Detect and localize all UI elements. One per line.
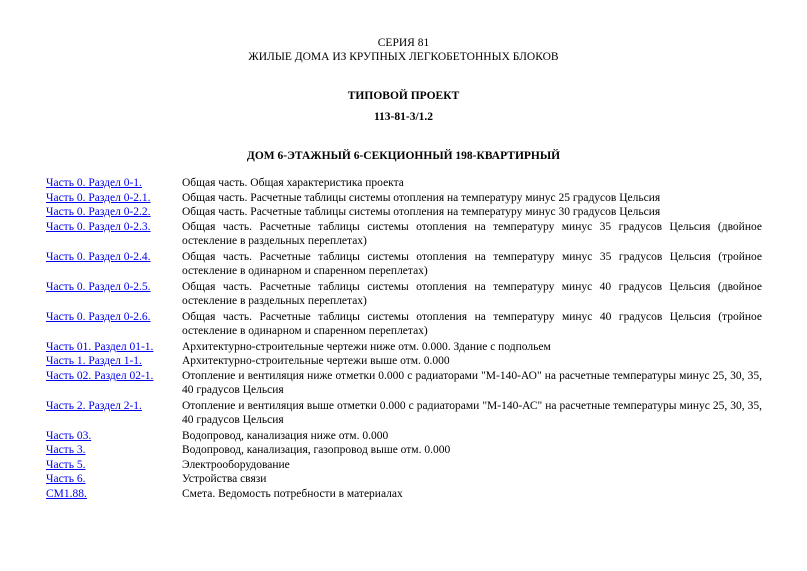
series-label: СЕРИЯ 81 bbox=[377, 37, 430, 49]
table-of-contents bbox=[46, 176, 762, 501]
project-code: 113-81-3/1.2 bbox=[373, 111, 434, 123]
toc-link[interactable]: СМ1.88. bbox=[46, 487, 87, 500]
toc-link[interactable]: Часть 1. Раздел 1-1. bbox=[46, 355, 142, 367]
toc-description: Отопление и вентиляция ниже отметки 0.000 с радиаторами "М-140-АО" на расчетные температуры минус 25, 30, 35, 40 градусов Цельсия bbox=[182, 369, 762, 396]
toc-row bbox=[46, 399, 762, 427]
toc-link[interactable]: Часть 03. bbox=[46, 429, 92, 442]
toc-row bbox=[46, 354, 762, 368]
toc-row bbox=[46, 176, 762, 190]
toc-description: Смета. Ведомость потребности в материалах bbox=[182, 487, 403, 500]
toc-description: Общая часть. Расчетные таблицы системы отопления на температуру минус 40 градусов Цельсия (тройное остекление в одинарном и спаренном переплетах) bbox=[182, 310, 762, 337]
toc-row bbox=[46, 250, 762, 278]
toc-row bbox=[46, 487, 762, 501]
toc-link[interactable]: Часть 0. Раздел 0-2.4. bbox=[46, 250, 151, 263]
toc-description: Устройства связи bbox=[182, 473, 267, 485]
document-title: ДОМ 6-ЭТАЖНЫЙ 6-СЕКЦИОННЫЙ 198-КВАРТИРНЫЙ bbox=[246, 150, 561, 162]
toc-row bbox=[46, 340, 762, 354]
toc-description: Общая часть. Расчетные таблицы системы отопления на температуру минус 35 градусов Цельсия (тройное остекление в одинарном и спаренном переплетах) bbox=[182, 250, 762, 277]
toc-description: Общая часть. Общая характеристика проекта bbox=[182, 177, 404, 189]
toc-link[interactable]: Часть 6. bbox=[46, 473, 86, 485]
toc-description: Архитектурно-строительные чертежи ниже отм. 0.000. Здание с подпольем bbox=[182, 340, 551, 353]
toc-link[interactable]: Часть 0. Раздел 0-2.5. bbox=[46, 280, 151, 293]
toc-link[interactable]: Часть 0. Раздел 0-2.3. bbox=[46, 220, 151, 233]
toc-link[interactable]: Часть 0. Раздел 0-2.6. bbox=[46, 310, 151, 323]
toc-link[interactable]: Часть 0. Раздел 0-1. bbox=[46, 177, 142, 189]
toc-row bbox=[46, 280, 762, 308]
toc-description: Отопление и вентиляция выше отметки 0.000 с радиаторами "М-140-АС" на расчетные температуры минус 25, 30, 35, 40 градусов Цельсия bbox=[182, 399, 762, 426]
project-label: ТИПОВОЙ ПРОЕКТ bbox=[347, 90, 460, 102]
toc-description: Общая часть. Расчетные таблицы системы отопления на температуру минус 25 градусов Цельсия bbox=[182, 191, 661, 204]
toc-description: Общая часть. Расчетные таблицы системы отопления на температуру минус 35 градусов Цельсия (двойное остекление в раздельных переплетах) bbox=[182, 220, 762, 247]
toc-row bbox=[46, 472, 762, 486]
toc-description: Водопровод, канализация ниже отм. 0.000 bbox=[182, 429, 389, 442]
toc-row bbox=[46, 369, 762, 397]
toc-link[interactable]: Часть 02. Раздел 02-1. bbox=[46, 369, 154, 382]
toc-link[interactable]: Часть 3. bbox=[46, 444, 86, 456]
toc-row bbox=[46, 429, 762, 443]
toc-row bbox=[46, 220, 762, 248]
toc-row bbox=[46, 443, 762, 457]
toc-link[interactable]: Часть 0. Раздел 0-2.1. bbox=[46, 191, 151, 204]
toc-link[interactable]: Часть 0. Раздел 0-2.2. bbox=[46, 206, 151, 218]
toc-link[interactable]: Часть 5. bbox=[46, 458, 86, 471]
toc-link[interactable]: Часть 2. Раздел 2-1. bbox=[46, 399, 142, 412]
series-header bbox=[0, 36, 807, 64]
toc-link[interactable]: Часть 01. Раздел 01-1. bbox=[46, 340, 154, 353]
toc-description: Общая часть. Расчетные таблицы системы отопления на температуру минус 40 градусов Цельсия (двойное остекление в раздельных переплетах) bbox=[182, 280, 762, 307]
series-subtitle: ЖИЛЫЕ ДОМА ИЗ КРУПНЫХ ЛЕГКОБЕТОННЫХ БЛОКОВ bbox=[248, 51, 559, 63]
toc-description: Архитектурно-строительные чертежи выше отм. 0.000 bbox=[182, 355, 450, 367]
toc-description: Общая часть. Расчетные таблицы системы отопления на температуру минус 30 градусов Цельсия bbox=[182, 206, 661, 218]
toc-description: Водопровод, канализация, газопровод выше отм. 0.000 bbox=[182, 444, 451, 456]
toc-row bbox=[46, 310, 762, 338]
toc-row bbox=[46, 205, 762, 219]
toc-description: Электрооборудование bbox=[182, 458, 290, 471]
toc-row bbox=[46, 458, 762, 472]
toc-row bbox=[46, 191, 762, 205]
